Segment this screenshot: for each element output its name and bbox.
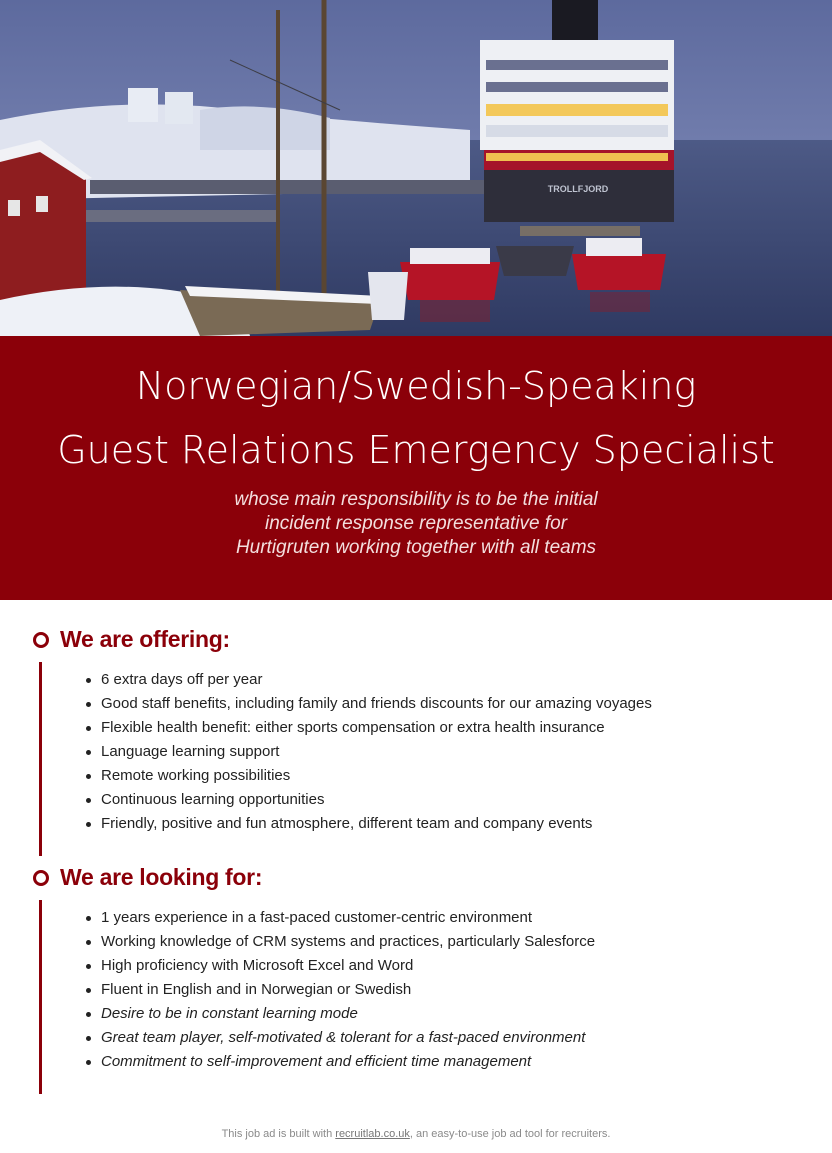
list-item: Commitment to self-improvement and efficient time management [101,1050,595,1074]
list-item: 6 extra days off per year [101,668,652,692]
list-item: Flexible health benefit: either sports compensation or extra health insurance [101,716,652,740]
list-item: Great team player, self-motivated & tolerant for a fast-paced environment [101,1026,595,1050]
list-item: Desire to be in constant learning mode [101,1002,595,1026]
job-title-line-2: Guest Relations Emergency Specialist [57,428,775,472]
looking-title: We are looking for: [60,864,263,890]
subtitle-line: incident response representative for [264,513,568,534]
list-item: Friendly, positive and fun atmosphere, different team and company events [101,812,652,836]
offering-section [0,626,832,832]
looking-list [101,906,595,1074]
looking-header [0,864,832,892]
hero-image [0,0,832,336]
list-item: Working knowledge of CRM systems and practices, particularly Salesforce [101,930,595,954]
recruitlab-link[interactable]: recruitlab.co.uk [335,1128,410,1140]
circle-bullet-icon [33,870,49,886]
list-item: High proficiency with Microsoft Excel and Word [101,954,595,978]
offering-list [101,668,652,836]
list-item: Fluent in English and in Norwegian or Swedish [101,978,595,1002]
list-item: Good staff benefits, including family and friends discounts for our amazing voyages [101,692,652,716]
footer-note [0,1128,832,1140]
job-title-line-1: Norwegian/Swedish-Speaking [135,364,697,408]
list-item: Language learning support [101,740,652,764]
list-item: Remote working possibilities [101,764,652,788]
list-item: Continuous learning opportunities [101,788,652,812]
looking-section [0,864,832,1070]
section-divider-line [39,662,42,856]
footer-prefix: This job ad is built with [221,1128,336,1140]
subtitle-line: Hurtigruten working together with all teams [235,537,597,558]
footer-suffix: , an easy-to-use job ad tool for recruiters. [409,1128,611,1140]
section-divider-line [39,900,42,1094]
circle-bullet-icon [33,632,49,648]
subtitle-line: whose main responsibility is to be the initial [234,489,598,510]
title-banner [0,336,832,600]
offering-header [0,626,832,654]
list-item: 1 years experience in a fast-paced customer-centric environment [101,906,595,930]
offering-title: We are offering: [60,626,230,652]
job-subtitle [0,488,832,560]
ship-name: TROLLFJORD [547,184,609,194]
